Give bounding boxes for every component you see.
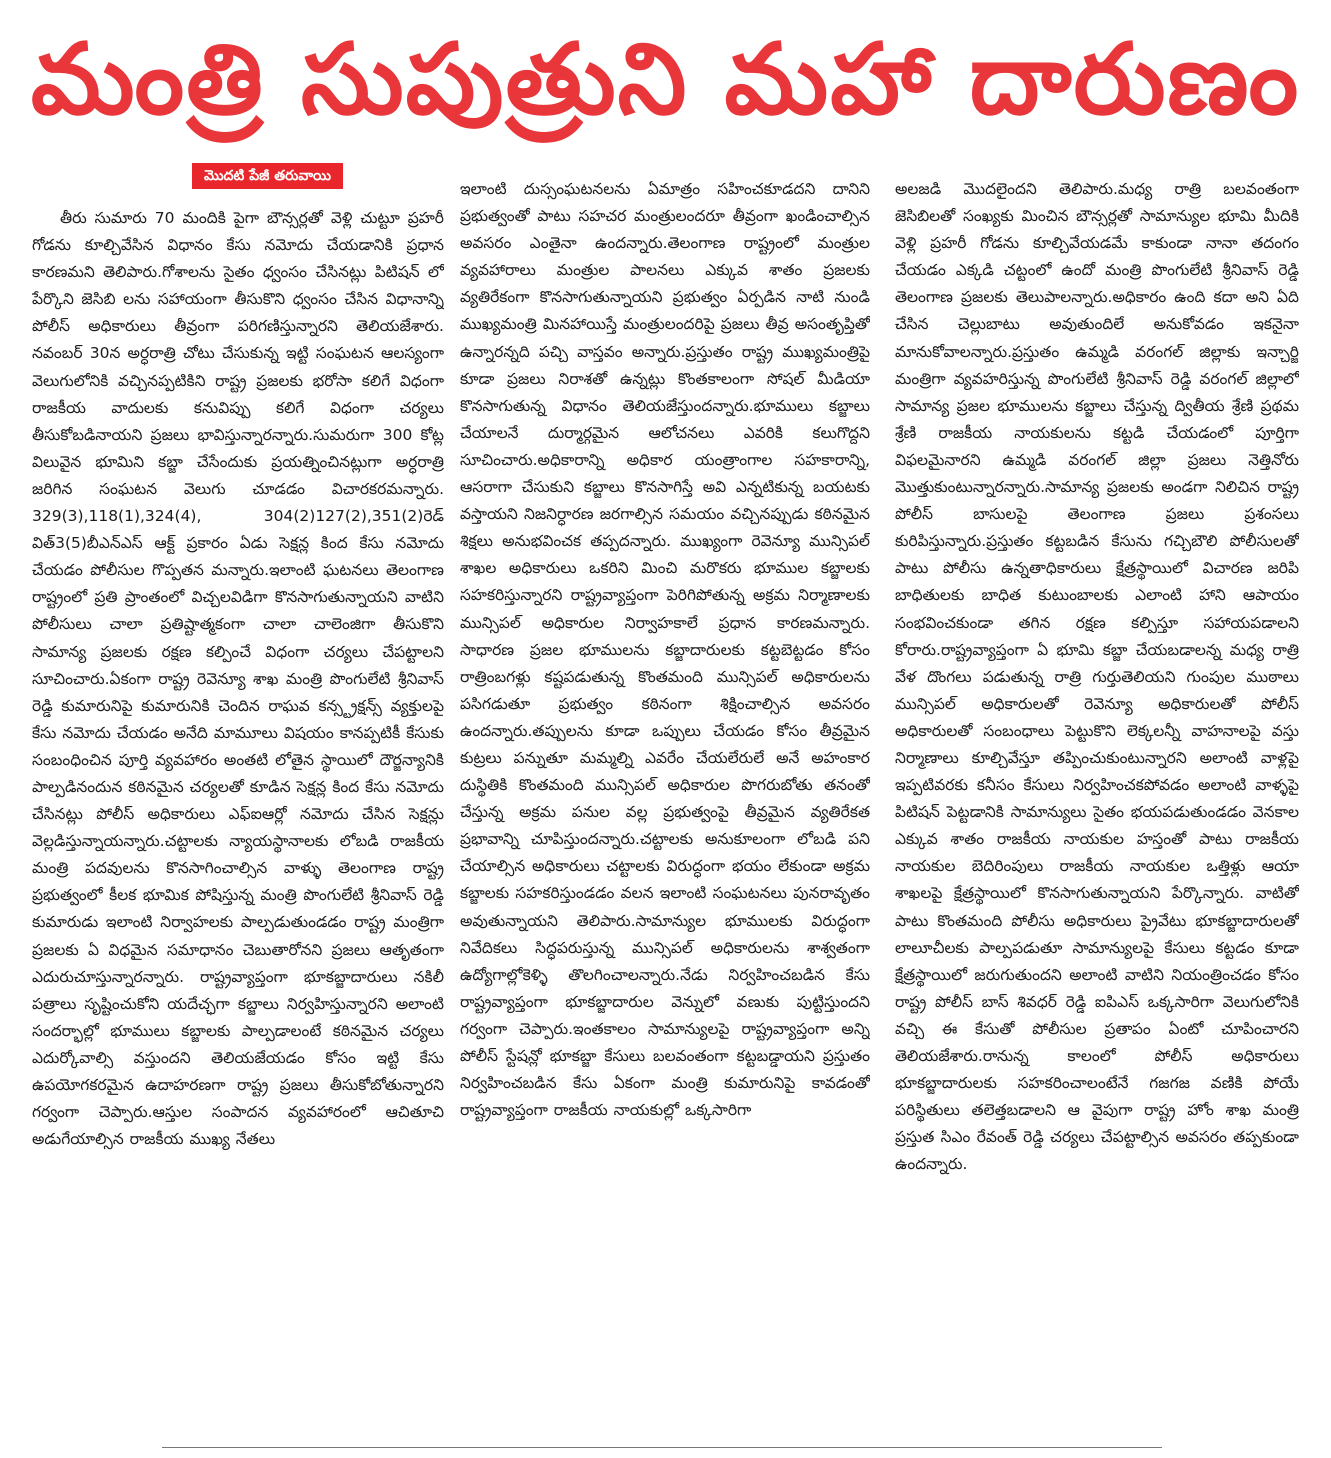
- column-2-text: ఇలాంటి దుస్సంఘటనలను ఏమాత్రం సహించకూడదని దానిని ప్రభుత్వంతో పాటు సహచర మంత్రులందరూ తీవ్రంగా ఖండించాల్సిన అవసరం ఎంతైనా ఉందన్నారు.తెలంగాణ రాష్ట్రంలో మంత్రుల వ్యవహారాలు మంత్రుల పాలనలు ఎక్కువ శాతం ప్రజలకు వ్యతిరేకంగా కొనసాగుతున్నాయని ప్రభుత్వం ఏర్పడిన నాటి నుండి ముఖ్యమంత్రి మినహాయిస్తే మంత్రులందరిపై ప్రజలు తీవ్ర అసంతృప్తితో ఉన్నారన్నది పచ్చి వాస్తవం అన్నారు.ప్రస్తుతం రాష్ట్ర ముఖ్యమంత్రిపై కూడా ప్రజలు నిరాశతో ఉన్నట్లు కొంతకాలంగా సోషల్ మీడియా కొనసాగుతున్న విధానం తెలియజేస్తుందన్నారు.భూములు కబ్జాలు చేయాలనే దుర్మార్గమైన ఆలోచనలు ఎవరికి కలుగొద్దని సూచించారు.అధికారాన్ని అధికార యంత్రాంగాల సహకారాన్ని, ఆసరాగా చేసుకుని కబ్జాలు కొనసాగిస్తే అవి ఎన్నటికున్న బయటకు వస్తాయని నిజనిర్ధారణ జరగాల్సిన సమయం వచ్చినప్పుడు కఠినమైన శిక్షలు అనుభవించక తప్పదన్నారు. ముఖ్యంగా రెవెన్యూ మున్సిపల్ శాఖల అధికారులు ఒకరిని మించి మరొకరు భూముల కబ్జాలకు సహకరిస్తున్నారని రాష్ట్రవ్యాప్తంగా పెరిగిపోతున్న అక్రమ నిర్మాణాలకు మున్సిపల్ అధికారుల నిర్వాహకాలే ప్రధాన కారణమన్నారు. సాధారణ ప్రజల భూములను కబ్జాదారులకు కట్టబెట్టడం కోసం రాత్రింబగళ్లు కష్టపడుతున్న కొంతమంది మున్సిపల్ అధికారులను పసిగడుతూ ప్రభుత్వం కఠినంగా శిక్షించాల్సిన అవసరం ఉందన్నారు.తప్పులను కూడా ఒప్పులు చేయడం కోసం తీవ్రమైన కుట్రలు పన్నుతూ మమ్మల్ని ఎవరేం చేయలేరులే అనే అహంకార దుస్థితికి కొంతమంది మున్సిపల్ అధికారుల పొగరుబోతు తనంతో చేస్తున్న అక్రమ పనుల వల్ల ప్రభుత్వంపై తీవ్రమైన వ్యతిరేకత ప్రభావాన్ని చూపిస్తుందన్నారు.చట్టాలకు అనుకూలంగా లోబడి పని చేయాల్సిన అధికారులు చట్టాలకు విరుద్ధంగా భయం లేకుండా అక్రమ కబ్జాలకు సహకరిస్తుండడం వలన ఇలాంటి సంఘటనలు పునరావృతం అవుతున్నాయని తెలిపారు.సామాన్యుల భూములకు విరుద్ధంగా నివేదికలు సిద్ధపరుస్తున్న మున్సిపల్ అధికారులను శాశ్వతంగా ఉద్యోగాల్లోకెళ్ళి తొలగించాలన్నారు.నేడు నిర్వహించబడిన కేసు రాష్ట్రవ్యాప్తంగా భూకబ్జాదారుల వెన్నులో వణుకు పుట్టిస్తుందని గర్వంగా చెప్పారు.ఇంతకాలం సామాన్యులపై రాష్ట్రవ్యాప్తంగా అన్ని పోలీస్ స్టేషన్లో భూకబ్జా కేసులు బలవంతంగా కట్టబడ్డాయని ప్రస్తుతం నిర్వహించబడిన కేసు ఏకంగా మంత్రి కుమారునిపై కావడంతో రాష్ట్రవ్యాప్తంగా రాజకీయ నాయకుల్లో ఒక్కసారిగా: [460, 180, 870, 1120]
- continued-tag: మొదటి పేజీ తరువాయి: [192, 163, 343, 189]
- article-column-3: [895, 176, 1299, 1430]
- article-column-2: [460, 176, 870, 1430]
- headline: మంత్రి సుపుత్రుని మహా దారుణం: [30, 23, 1301, 137]
- column-3-text: అలజడి మొదలైందని తెలిపారు.మధ్య రాత్రి బలవంతంగా జెసిబిలతో సంఖ్యకు మించిన బౌన్సర్లతో సామాన్యుల భూమి మీదికి వెళ్లి ప్రహరీ గోడను కూల్చివేయడమే కాకుండా నానా తదంగం చేయడం ఎక్కడి చట్టంలో ఉందో మంత్రి పొంగులేటి శ్రీనివాస్ రెడ్డి తెలంగాణ ప్రజలకు తెలుపాలన్నారు.అధికారం ఉంది కదా అని ఏది చేసిన చెల్లుబాటు అవుతుందిలే అనుకోవడం ఇకనైనా మానుకోవాలన్నారు.ప్రస్తుతం ఉమ్మడి వరంగల్ జిల్లాకు ఇన్చార్జి మంత్రిగా వ్యవహరిస్తున్న పొంగులేటి శ్రీనివాస్ రెడ్డి వరంగల్ జిల్లాలో సామాన్య ప్రజల భూములను కబ్జాలు చేస్తున్న ద్వితీయ శ్రేణి ప్రథమ శ్రేణి రాజకీయ నాయకులను కట్టడి చేయడంలో పూర్తిగా విఫలమైనారని ఉమ్మడి వరంగల్ జిల్లా ప్రజలు నెత్తినోరు మొత్తుకుంటున్నారన్నారు.సామాన్య ప్రజలకు అండగా నిలిచిన రాష్ట్ర పోలీస్ బాసులపై తెలంగాణ ప్రజలు ప్రశంసలు కురిపిస్తున్నారు.ప్రస్తుతం కట్టబడిన కేసును గచ్చిబౌలి పోలీసులతో పాటు పోలీసు ఉన్నతాధికారులు క్షేత్రస్థాయిలో విచారణ జరిపి బాధితులకు బాధిత కుటుంబాలకు ఎలాంటి హాని ఆపాయం సంభవించకుండా తగిన రక్షణ కల్పిస్తూ సహాయపడాలని కోరారు.రాష్ట్రవ్యాప్తంగా ఏ భూమి కబ్జా చేయబడాలన్న మధ్య రాత్రి వేళ దొంగలు పడుతున్న రాత్రి గుర్తుతెలియని గుంపుల ముఠాలు మున్సిపల్ అధికారులతో రెవెన్యూ అధికారులతో పోలీస్ అధికారులతో సంబంధాలు పెట్టుకొని లెక్కలన్నీ వాహనాలపై వస్తు నిర్మాణాలు కూల్చివేస్తూ తప్పించుకుంటున్నారని అలాంటి వాళ్లపై ఇప్పటివరకు కనీసం కేసులు నిర్వహించకపోవడం అలాంటి వాళ్ళపై పిటిషన్ పెట్టడానికి సామాన్యులు సైతం భయపడుతుండడం వెనకాల ఎక్కువ శాతం రాజకీయ నాయకుల హస్తంతో పాటు రాజకీయ నాయకుల బెదిరింపులు రాజకీయ నాయకుల ఒత్తిళ్లు ఆయా శాఖలపై క్షేత్రస్థాయిలో కొనసాగుతున్నాయని పేర్కొన్నారు. వాటితో పాటు కొంతమంది పోలీసు అధికారులు ప్రైవేటు భూకబ్జాదారులతో లాలూచీలకు పాల్పపడుతూ సామాన్యులపై కేసులు కట్టడం కూడా క్షేత్రస్థాయిలో జరుగుతుందని అలాంటి వాటిని నియంత్రించడం కోసం రాష్ట్ర పోలీస్ బాస్ శివధర్ రెడ్డి ఐపిఎస్ ఒక్కసారిగా వెలుగులోనికి వచ్చి ఈ కేసుతో పోలీసుల ప్రతాపం ఏంటో చూపించారని తెలియజేశారు.రానున్న కాలంలో పోలీస్ అధికారులు భూకబ్జాదారులకు సహకరించాలంటేనే గజగజ వణికి పోయే పరిస్థితులు తలెత్తబడాలని ఆ వైపుగా రాష్ట్ర హోం శాఖ మంత్రి ప్రస్తుత సిఎం రేవంత్ రెడ్డి చర్యలు చేపట్టాల్సిన అవసరం తప్పకుండా ఉందన్నారు.: [895, 180, 1299, 1174]
- column-1-text: తీరు సుమారు 70 మందికి పైగా బౌన్సర్లతో వెళ్లి చుట్టూ ప్రహరీ గోడను కూల్చివేసిన విధానం కేసు నమోదు చేయడానికి ప్రధాన కారణమని తెలిపారు.గోశాలను సైతం ధ్వంసం చేసినట్లు పిటిషన్ లో పేర్కొని జెసిబి లను సహాయంగా తీసుకొని ధ్వంసం చేసిన విధానాన్ని పోలీస్ అధికారులు తీవ్రంగా పరిగణిస్తున్నారని తెలియజేశారు. నవంబర్ 30న అర్ధరాత్రి చోటు చేసుకున్న ఇట్టి సంఘటన ఆలస్యంగా వెలుగులోనికి వచ్చినప్పటికిని రాష్ట్ర ప్రజలకు భరోసా కలిగే విధంగా రాజకీయ వాదులకు కనువిప్పు కలిగే విధంగా చర్యలు తీసుకోబడినాయని ప్రజలు భావిస్తున్నారన్నారు.సుమరుగా 300 కోట్ల విలువైన భూమిని కబ్జా చేసేందుకు ప్రయత్నించినట్లుగా అర్ధరాత్రి జరిగిన సంఘటన వెలుగు చూడడం విచారకరమన్నారు. 329(3),118(1),324(4), 304(2)127(2),351(2)రెడ్ విత్3(5)బీఎన్ఎస్ ఆక్ట్ ప్రకారం ఏడు సెక్షన్ల కింద కేసు నమోదు చేయడం పోలీసుల గొప్పతన మన్నారు.ఇలాంటి ఘటనలు తెలంగాణ రాష్ట్రంలో ప్రతి ప్రాంతంలో విచ్చలవిడిగా కొనసాగుతున్నాయని వాటిని పోలీసులు చాలా ప్రతిష్టాత్మకంగా చాలా చాలెంజిగా తీసుకొని సామాన్య ప్రజలకు రక్షణ కల్పించే విధంగా చర్యలు చేపట్టాలని సూచించారు.ఏకంగా రాష్ట్ర రెవెన్యూ శాఖ మంత్రి పొంగులేటి శ్రీనివాస్ రెడ్డి కుమారునిపై కుమారునికి చెందిన రాఘవ కన్స్ట్రక్షన్స్ వ్యక్తులపై కేసు నమోదు చేయడం అనేది మామూలు విషయం కానప్పటికీ కేసుకు సంబంధించిన పూర్తి వ్యవహారం అంతటి లోతైన స్థాయిలో దౌర్జన్యానికి పాల్పడినందున కఠినమైన చర్యలతో కూడిన సెక్షన్ల కింద కేసు నమోదు చేసినట్లు పోలీస్ అధికారులు ఎఫ్ఐఆర్లో నమోదు చేసిన సెక్షన్లు వెల్లడిస్తున్నాయన్నారు.చట్టాలకు న్యాయస్థానాలకు లోబడి రాజకీయ మంత్రి పదవులను కొనసాగించాల్సిన వాళ్ళు తెలంగాణ రాష్ట్ర ప్రభుత్వంలో కీలక భూమిక పోషిస్తున్న మంత్రి పొంగులేటి శ్రీనివాస్ రెడ్డి కుమారుడు ఇలాంటి నిర్వాహలకు పాల్పడుతుండడం రాష్ట్ర మంత్రిగా ప్రజలకు ఏ విధమైన సమాధానం చెబుతారోనని ప్రజలు ఆతృతంగా ఎదురుచూస్తున్నారన్నారు. రాష్ట్రవ్యాప్తంగా భూకబ్జాదారులు నకిలీ పత్రాలు సృష్టించుకోని యదేచ్ఛగా కబ్జాలు నిర్వహిస్తున్నారని అలాంటి సందర్భాల్లో భూములు కబ్జాలకు పాల్పడాలంటే కఠినమైన చర్యలు ఎదుర్కోవాల్సి వస్తుందని తెలియజేయడం కోసం ఇట్టి కేసు ఉపయోగకరమైన ఉదాహరణగా రాష్ట్ర ప్రజలు తీసుకోబోతున్నారని గర్వంగా చెప్పారు.ఆస్తుల సంపాదన వ్యవహారంలో ఆచితూచి అడుగేయాల్సిన రాజకీయ ముఖ్య నేతలు: [32, 209, 444, 1149]
- bottom-divider: [162, 1447, 1162, 1448]
- article-column-1: [32, 205, 444, 1430]
